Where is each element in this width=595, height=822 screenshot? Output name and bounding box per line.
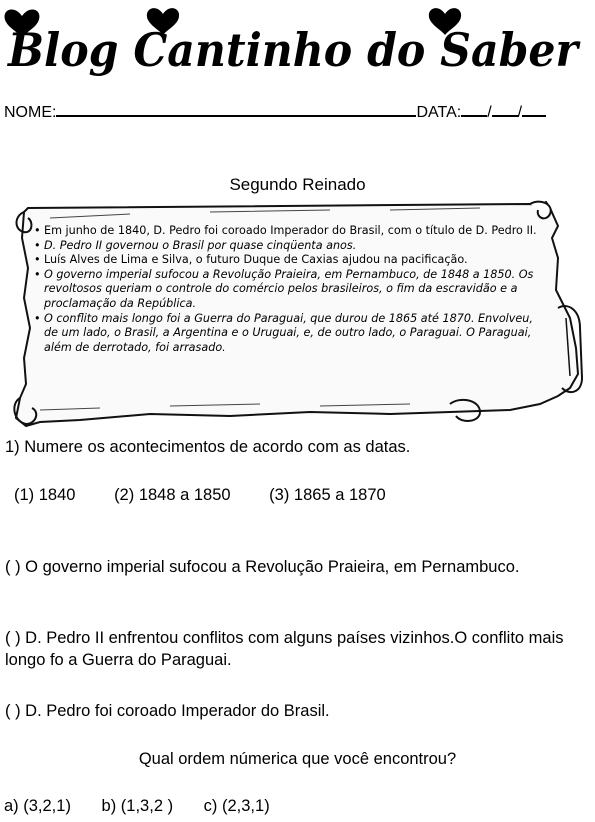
name-label: NOME: (4, 104, 57, 121)
date-separator: / (517, 104, 523, 121)
numbering-item-2[interactable]: ( ) D. Pedro II enfrentou conflitos com alguns países vizinhos.O conflito mais longo fo a Guerra do Paraguai. (5, 629, 564, 669)
answer-c[interactable]: c) (2,3,1) (203, 797, 270, 815)
name-date-row (4, 104, 546, 122)
date-year-field[interactable] (522, 113, 546, 117)
answer-choices (4, 795, 296, 817)
date-month-field[interactable] (492, 113, 518, 117)
name-field[interactable] (56, 113, 416, 117)
question-2: Qual ordem númerica que você encontrou? (138, 750, 457, 768)
numbering-item-3[interactable]: ( ) D. Pedro foi coroado Imperador do Brasil. (5, 702, 330, 720)
worksheet-title: Segundo Reinado (229, 175, 366, 194)
answer-b[interactable]: b) (1,3,2 ) (101, 797, 174, 815)
blog-title-svg (0, 0, 595, 82)
date-label: DATA: (416, 104, 462, 121)
question-1: 1) Numere os acontecimentos de acordo com as datas. (5, 438, 411, 456)
scroll-item: • O conflito mais longo foi a Guerra do Paraguai, que durou de 1865 até 1870. Envolveu, de um lado, o Brasil, a Argentina e o Uruguai, e, de outro lado, o Paraguai. O Paraguai, além de derrotado, foi arrasado. (34, 312, 549, 356)
numbering-item-1[interactable]: ( ) O governo imperial sufocou a Revolução Praieira, em Pernambuco. (5, 558, 520, 576)
blog-title-text: Blog Cantinho do Saber (6, 23, 582, 77)
date-options (14, 484, 420, 506)
scroll-text (34, 224, 549, 355)
option-1: (1) 1840 (14, 486, 76, 504)
date-day-field[interactable] (461, 113, 487, 117)
blog-title (0, 0, 595, 82)
answer-a[interactable]: a) (3,2,1) (4, 797, 71, 815)
scroll-item: • D. Pedro II governou o Brasil por quase cinqüenta anos. (34, 239, 549, 254)
option-3: (3) 1865 a 1870 (269, 486, 386, 504)
scroll-item: • O governo imperial sufocou a Revolução Praieira, em Pernambuco, de 1848 a 1850. Os revoltosos queriam o controle do comércio pelos brasileiros, o fim da escravidão e a proclamação da República. (34, 268, 549, 312)
scroll-item: • Luís Alves de Lima e Silva, o futuro Duque de Caxias ajudou na pacificação. (34, 253, 549, 268)
option-2: (2) 1848 a 1850 (114, 486, 231, 504)
scroll-item: • Em junho de 1840, D. Pedro foi coroado Imperador do Brasil, com o título de D. Pedro II. (34, 224, 549, 239)
date-separator: / (487, 104, 492, 121)
scroll-list (34, 224, 549, 355)
